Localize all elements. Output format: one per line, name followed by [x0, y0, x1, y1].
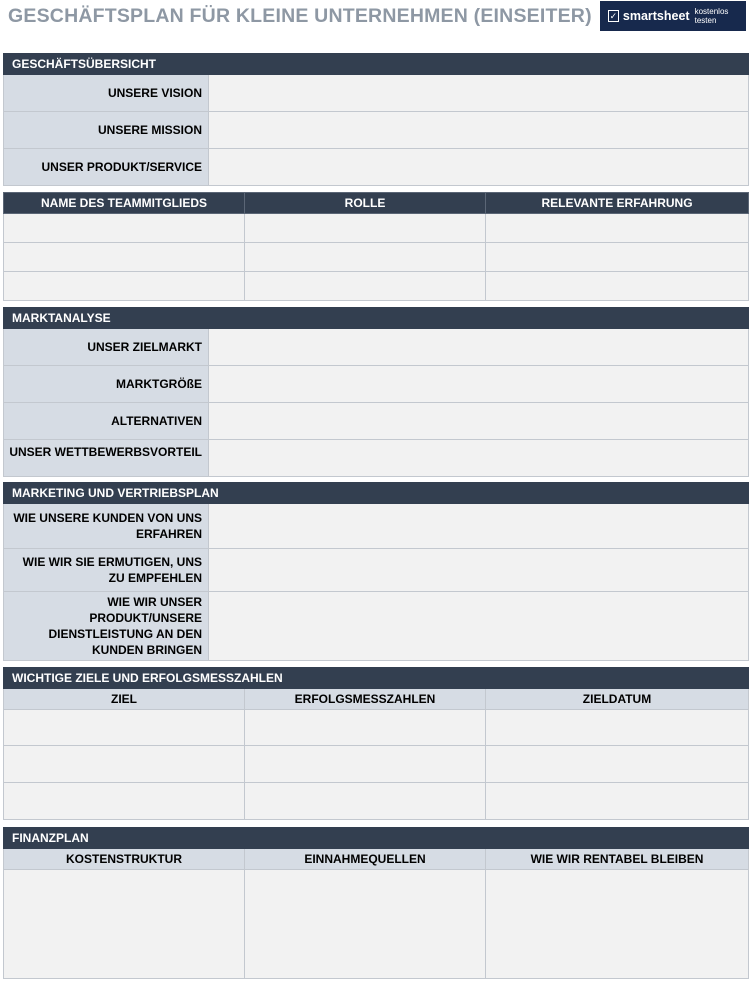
goals-cell[interactable]	[4, 783, 245, 820]
finance-col-profitable: WIE WIR RENTABEL BLEIBEN	[486, 849, 749, 870]
customers-learn-field[interactable]	[209, 504, 749, 549]
marketing-table	[3, 482, 749, 661]
overview-header: GESCHÄFTSÜBERSICHT	[4, 54, 749, 75]
target-market-field[interactable]	[209, 329, 749, 366]
product-service-label: UNSER PRODUKT/SERVICE	[4, 149, 209, 186]
goals-cell[interactable]	[245, 746, 486, 783]
goals-cell[interactable]	[486, 710, 749, 746]
team-col-role: ROLLE	[245, 193, 486, 214]
market-size-field[interactable]	[209, 366, 749, 403]
team-cell[interactable]	[486, 214, 749, 243]
delivery-label: WIE WIR UNSER PRODUKT/UNSERE DIENSTLEISTUNG AN DEN KUNDEN BRINGEN	[4, 592, 209, 661]
competitive-advantage-field[interactable]	[209, 440, 749, 477]
mission-label: UNSERE MISSION	[4, 112, 209, 149]
checkmark-icon: ✓	[609, 11, 618, 21]
delivery-field[interactable]	[209, 592, 749, 661]
product-service-field[interactable]	[209, 149, 749, 186]
vision-label: UNSERE VISION	[4, 75, 209, 112]
team-cell[interactable]	[486, 272, 749, 301]
finance-table	[3, 827, 749, 979]
goals-col-metrics: ERFOLGSMESSZAHLEN	[245, 689, 486, 710]
competitive-advantage-label: UNSER WETTBEWERBSVORTEIL	[4, 440, 209, 477]
team-cell[interactable]	[245, 214, 486, 243]
vision-field[interactable]	[209, 75, 749, 112]
market-table	[3, 307, 749, 477]
team-col-experience: RELEVANTE ERFAHRUNG	[486, 193, 749, 214]
finance-header: FINANZPLAN	[4, 828, 749, 849]
marketing-header: MARKETING UND VERTRIEBSPLAN	[4, 483, 749, 504]
revenue-streams-field[interactable]	[245, 870, 486, 979]
team-cell[interactable]	[4, 214, 245, 243]
goals-cell[interactable]	[486, 783, 749, 820]
goals-col-date: ZIELDATUM	[486, 689, 749, 710]
customers-learn-label: WIE UNSERE KUNDEN VON UNS ERFAHREN	[4, 504, 209, 549]
goals-col-goal: ZIEL	[4, 689, 245, 710]
page-title: GESCHÄFTSPLAN FÜR KLEINE UNTERNEHMEN (EINSEITER)	[8, 5, 592, 27]
mission-field[interactable]	[209, 112, 749, 149]
goals-table	[3, 667, 749, 820]
team-cell[interactable]	[245, 272, 486, 301]
goals-header: WICHTIGE ZIELE UND ERFOLGSMESSZAHLEN	[4, 668, 749, 689]
goals-cell[interactable]	[4, 710, 245, 746]
overview-table	[3, 53, 749, 186]
stay-profitable-field[interactable]	[486, 870, 749, 979]
team-cell[interactable]	[4, 243, 245, 272]
alternatives-label: ALTERNATIVEN	[4, 403, 209, 440]
logo-brand: smartsheet	[622, 9, 690, 23]
goals-cell[interactable]	[486, 746, 749, 783]
team-table	[3, 192, 749, 301]
alternatives-field[interactable]	[209, 403, 749, 440]
team-cell[interactable]	[486, 243, 749, 272]
goals-cell[interactable]	[245, 783, 486, 820]
team-col-name: NAME DES TEAMMITGLIEDS	[4, 193, 245, 214]
goals-cell[interactable]	[4, 746, 245, 783]
referrals-label: WIE WIR SIE ERMUTIGEN, UNS ZU EMPFEHLEN	[4, 549, 209, 592]
finance-col-cost: KOSTENSTRUKTUR	[4, 849, 245, 870]
smartsheet-logo-button[interactable]	[600, 1, 746, 31]
finance-col-revenue: EINNAHMEQUELLEN	[245, 849, 486, 870]
cost-structure-field[interactable]	[4, 870, 245, 979]
target-market-label: UNSER ZIELMARKT	[4, 329, 209, 366]
referrals-field[interactable]	[209, 549, 749, 592]
goals-cell[interactable]	[245, 710, 486, 746]
logo-trial-text: kostenlos testen	[694, 7, 729, 25]
market-header: MARKTANALYSE	[4, 308, 749, 329]
market-size-label: MARKTGRÖßE	[4, 366, 209, 403]
team-cell[interactable]	[4, 272, 245, 301]
team-cell[interactable]	[245, 243, 486, 272]
